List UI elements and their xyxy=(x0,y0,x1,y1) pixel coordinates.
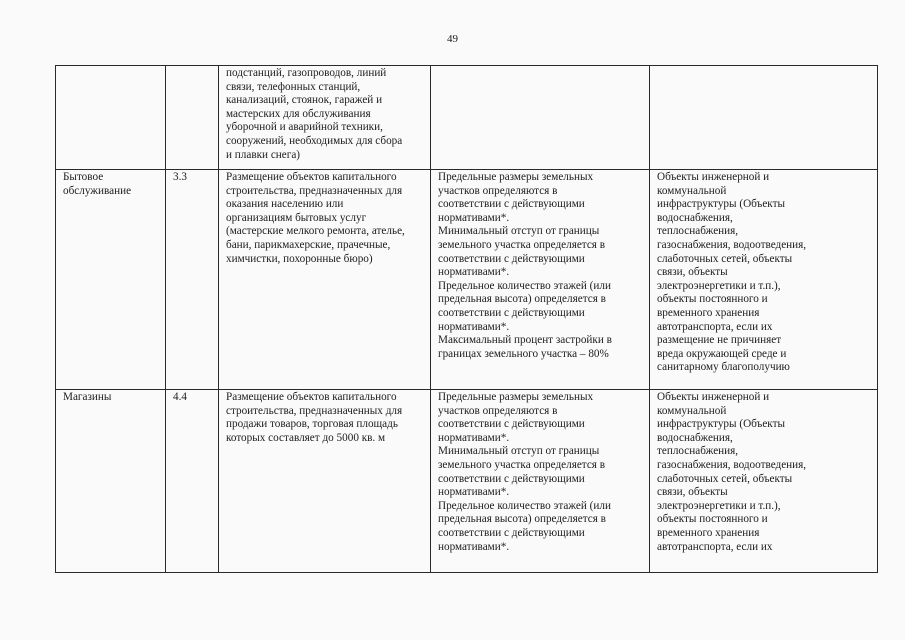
use-name-text: Магазины xyxy=(63,391,112,403)
use-code-text: 4.4 xyxy=(173,391,187,403)
table-row-shops xyxy=(56,390,878,573)
auxiliary-uses-cell xyxy=(650,390,878,573)
table-row-household-services xyxy=(56,170,878,390)
use-code-cell xyxy=(166,390,219,573)
table-row-continuation xyxy=(56,66,878,170)
use-description-cell xyxy=(219,170,431,390)
use-code-text: 3.3 xyxy=(173,171,187,183)
parameters-text: Предельные размеры земельных участков определяются в соответствии с действующими нормативами*. Минимальный отступ от границы земельного участка определяется в соответствии с действующими нормативами*. Предельное количество этажей (или предельная высота) определяется в соответствии с действующими нормативами*. xyxy=(438,391,611,553)
use-name-text: Бытовое обслуживание xyxy=(63,171,132,197)
use-code-cell xyxy=(166,170,219,390)
land-use-table xyxy=(55,65,878,573)
use-name-cell xyxy=(56,390,166,573)
auxiliary-uses-cell xyxy=(650,170,878,390)
auxiliary-uses-text: Объекты инженерной и коммунальной инфраструктуры (Объекты водоснабжения, теплоснабжения, газоснабжения, водоотведения, слаботочных сетей, объекты связи, объекты электроэнергетики и т.п.), объекты постоянного и временного хранения автотранспорта, если их размещение не причиняет вреда окружающей среде и санитарному благополучию xyxy=(657,171,807,374)
parameters-cell xyxy=(431,170,650,390)
use-description-text: Размещение объектов капитального строительства, предназначенных для продажи товаров, торговая площадь которых составляет до 5000 кв. м xyxy=(226,391,403,444)
use-description-text: Размещение объектов капитального строительства, предназначенных для оказания населению или организациям бытовых услуг (мастерские мелкого ремонта, ателье, бани, парикмахерские, прачечные, химчистки, похоронные бюро) xyxy=(226,171,405,265)
auxiliary-uses-text: Объекты инженерной и коммунальной инфраструктуры (Объекты водоснабжения, теплоснабжения, газоснабжения, водоотведения, слаботочных сетей, объекты связи, объекты электроэнергетики и т.п.), объекты постоянного и временного хранения автотранспорта, если их xyxy=(657,391,807,553)
parameters-cell xyxy=(431,390,650,573)
use-description-text: подстанций, газопроводов, линий связи, телефонных станций, канализаций, стоянок, гаражей и мастерских для обслуживания уборочной и аварийной техники, сооружений, необходимых для сбора и плавки снега) xyxy=(226,67,403,161)
use-description-cell xyxy=(219,66,431,170)
use-description-cell xyxy=(219,390,431,573)
use-name-cell xyxy=(56,170,166,390)
parameters-text: Предельные размеры земельных участков определяются в соответствии с действующими нормативами*. Минимальный отступ от границы земельного участка определяется в соответствии с действующими нормативами*. Предельное количество этажей (или предельная высота) определяется в соответствии с действующими нормативами*. Максимальный процент застройки в границах земельного участка – 80% xyxy=(438,171,612,360)
use-code-cell xyxy=(166,66,219,170)
use-name-cell xyxy=(56,66,166,170)
auxiliary-uses-cell xyxy=(650,66,878,170)
page-number: 49 xyxy=(447,33,458,45)
parameters-cell xyxy=(431,66,650,170)
